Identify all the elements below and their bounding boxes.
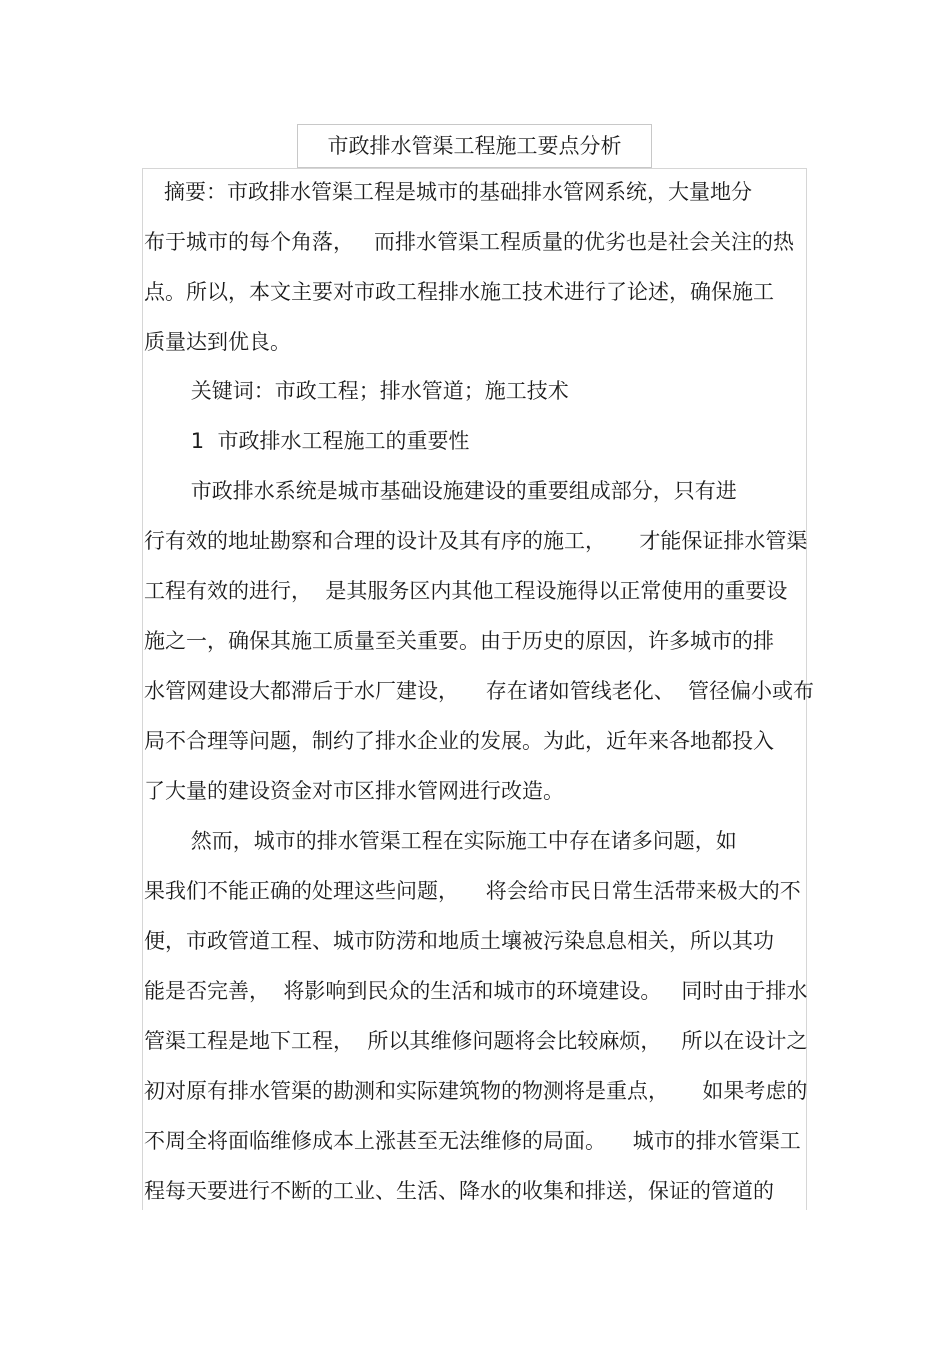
body-line: 布于城市的每个角落， 而排水管渠工程质量的优劣也是社会关注的热: [144, 230, 795, 254]
body-line: 行有效的地址勘察和合理的设计及其有序的施工， 才能保证排水管渠: [144, 529, 808, 553]
body-line: 管渠工程是地下工程， 所以其维修问题将会比较麻烦， 所以在设计之: [144, 1029, 808, 1053]
body-line: 程每天要进行不断的工业、生活、降水的收集和排送，保证的管道的: [144, 1179, 774, 1203]
body-line: 便，市政管道工程、城市防涝和地质土壤被污染息息相关，所以其功: [144, 929, 774, 953]
body-line: 质量达到优良。: [144, 330, 291, 354]
body-line: 初对原有排水管渠的勘测和实际建筑物的物测将是重点， 如果考虑的: [144, 1079, 808, 1103]
section-heading: 1 市政排水工程施工的重要性: [144, 429, 470, 453]
body-line: 市政排水系统是城市基础设施建设的重要组成部分，只有进: [144, 479, 737, 503]
body-line: 点。所以，本文主要对市政工程排水施工技术进行了论述，确保施工: [144, 280, 774, 304]
body-line: 了大量的建设资金对市区排水管网进行改造。: [144, 779, 564, 803]
body-line: 然而，城市的排水管渠工程在实际施工中存在诸多问题，如: [144, 829, 737, 853]
body-line: 施之一，确保其施工质量至关重要。由于历史的原因，许多城市的排: [144, 629, 774, 653]
body-line: 局不合理等问题，制约了排水企业的发展。为此，近年来各地都投入: [144, 729, 774, 753]
keywords-line: 关键词：市政工程；排水管道；施工技术: [144, 379, 569, 403]
body-line: 水管网建设大都滞后于水厂建设， 存在诸如管线老化、 管径偏小或布: [144, 679, 815, 703]
body-line: 工程有效的进行， 是其服务区内其他工程设施得以正常使用的重要设: [144, 579, 788, 603]
body-line: 能是否完善， 将影响到民众的生活和城市的环境建设。 同时由于排水: [144, 979, 808, 1003]
document-title: 市政排水管渠工程施工要点分析: [327, 134, 622, 158]
body-line: 摘要：市政排水管渠工程是城市的基础排水管网系统，大量地分: [144, 180, 753, 204]
body-line: 果我们不能正确的处理这些问题， 将会给市民日常生活带来极大的不: [144, 879, 801, 903]
body-line: 不周全将面临维修成本上涨甚至无法维修的局面。 城市的排水管渠工: [144, 1129, 801, 1153]
